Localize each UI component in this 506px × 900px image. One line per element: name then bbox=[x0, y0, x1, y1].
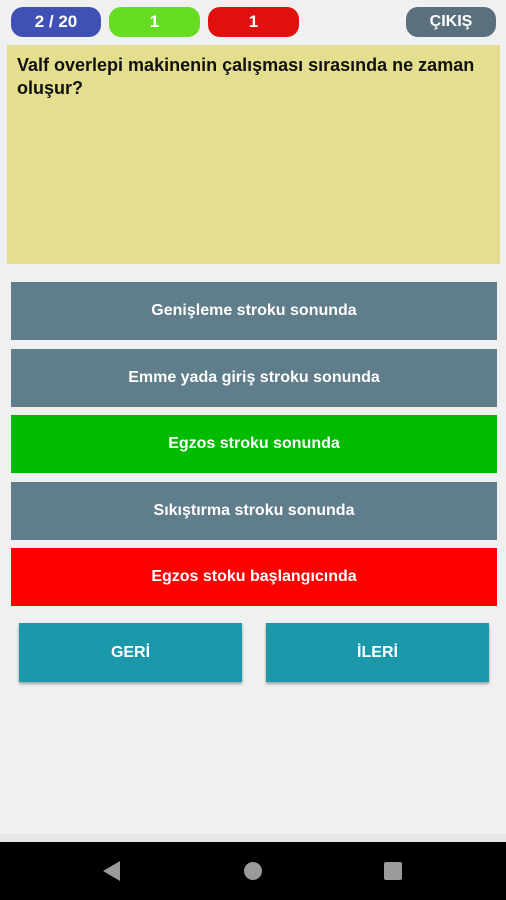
wrong-count-badge: 1 bbox=[208, 7, 299, 37]
answer-option-2[interactable]: Emme yada giriş stroku sonunda bbox=[11, 349, 497, 407]
answer-option-3[interactable]: Egzos stroku sonunda bbox=[11, 415, 497, 473]
score-bar bbox=[0, 7, 506, 39]
back-triangle-icon[interactable] bbox=[103, 861, 120, 881]
progress-counter: 2 / 20 bbox=[11, 7, 101, 37]
back-button[interactable]: GERİ bbox=[19, 623, 242, 682]
home-circle-icon[interactable] bbox=[244, 862, 262, 880]
answer-option-5[interactable]: Egzos stoku başlangıcında bbox=[11, 548, 497, 606]
answer-option-4[interactable]: Sıkıştırma stroku sonunda bbox=[11, 482, 497, 540]
correct-count-badge: 1 bbox=[109, 7, 200, 37]
bottom-divider bbox=[0, 834, 506, 842]
answer-option-1[interactable]: Genişleme stroku sonunda bbox=[11, 282, 497, 340]
next-button[interactable]: İLERİ bbox=[266, 623, 489, 682]
question-text: Valf overlepi makinenin çalışması sırasında ne zaman oluşur? bbox=[7, 45, 500, 264]
exit-button[interactable]: ÇIKIŞ bbox=[406, 7, 496, 37]
recents-square-icon[interactable] bbox=[384, 862, 402, 880]
system-navigation-bar bbox=[0, 842, 506, 900]
